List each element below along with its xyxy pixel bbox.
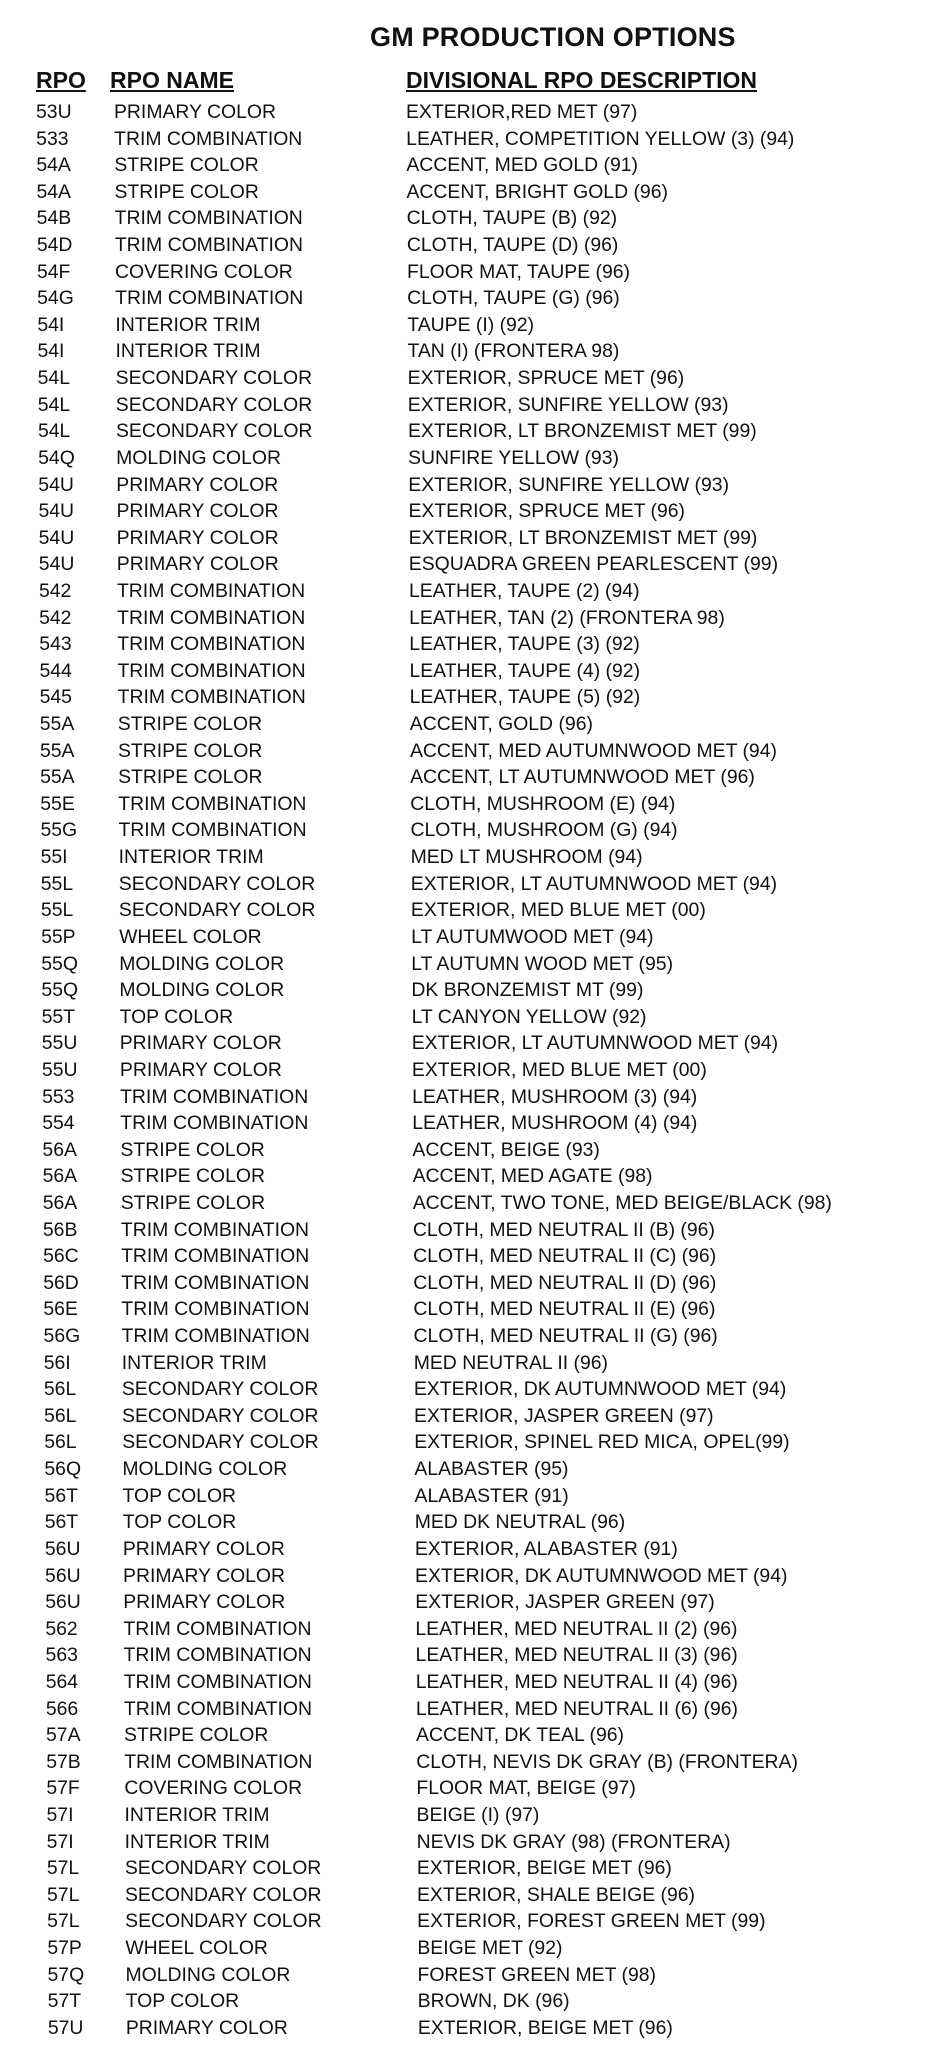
rpo-code: 54A — [36, 180, 71, 203]
rpo-name: SECONDARY COLOR — [121, 1378, 319, 1401]
rpo-code: 54U — [38, 473, 74, 496]
rpo-description: EXTERIOR, SPRUCE MET (96) — [408, 500, 685, 523]
table-row — [36, 1829, 926, 1856]
rpo-code: 54L — [37, 367, 70, 390]
rpo-code: 56E — [43, 1298, 78, 1321]
rpo-code: 54I — [37, 340, 65, 363]
table-row — [36, 738, 926, 765]
table-row — [36, 977, 926, 1004]
rpo-code: 56L — [44, 1431, 77, 1454]
rpo-name: STRIPE COLOR — [114, 154, 259, 177]
rpo-code: 56B — [42, 1218, 78, 1241]
rpo-description: BROWN, DK (96) — [417, 1990, 570, 2013]
table-row — [36, 1376, 926, 1403]
rpo-description: EXTERIOR, MED BLUE MET (00) — [411, 1058, 707, 1081]
rpo-code: 55Q — [41, 952, 78, 975]
rpo-code: 56C — [43, 1245, 79, 1268]
rpo-code: 54I — [37, 313, 65, 336]
rpo-code: 57L — [47, 1883, 80, 1906]
rpo-code: 545 — [39, 686, 72, 709]
table-row — [36, 578, 926, 605]
rpo-name: TRIM COMBINATION — [114, 207, 303, 230]
rpo-name: SECONDARY COLOR — [124, 1857, 322, 1880]
table-row — [36, 1323, 926, 1350]
rpo-description: LT AUTUMWOOD MET (94) — [411, 925, 654, 948]
rpo-description: FLOOR MAT, TAUPE (96) — [406, 260, 631, 283]
table-row — [36, 631, 926, 658]
rpo-name: MOLDING COLOR — [125, 1963, 291, 1986]
rpo-name: MOLDING COLOR — [119, 952, 285, 975]
rpo-description: EXTERIOR, BEIGE MET (96) — [417, 2016, 673, 2039]
rpo-name: TRIM COMBINATION — [118, 819, 307, 842]
rpo-description: LEATHER, MED NEUTRAL II (2) (96) — [415, 1617, 738, 1640]
table-row — [36, 418, 926, 445]
rpo-name: TRIM COMBINATION — [114, 127, 303, 150]
rpo-name: STRIPE COLOR — [120, 1191, 266, 1214]
rpo-description: EXTERIOR, SHALE BEIGE (96) — [417, 1883, 696, 1906]
rpo-code: 54A — [36, 154, 71, 177]
options-table — [36, 99, 926, 2041]
rpo-code: 57T — [47, 1990, 82, 2013]
rpo-code: 542 — [39, 606, 72, 629]
rpo-description: LEATHER, MUSHROOM (3) (94) — [412, 1085, 698, 1108]
rpo-description: CLOTH, NEVIS DK GRAY (B) (FRONTERA) — [416, 1750, 798, 1773]
rpo-name: SECONDARY COLOR — [122, 1431, 319, 1454]
rpo-name: SECONDARY COLOR — [125, 1883, 322, 1906]
rpo-description: LEATHER, TAUPE (2) (94) — [408, 579, 640, 602]
rpo-description: EXTERIOR, LT AUTUMNWOOD MET (94) — [410, 872, 778, 895]
table-row — [36, 1243, 926, 1270]
rpo-code: 57A — [46, 1724, 81, 1747]
table-row — [36, 205, 926, 232]
rpo-name: PRIMARY COLOR — [119, 1058, 282, 1081]
rpo-name: TRIM COMBINATION — [117, 659, 306, 682]
rpo-name: WHEEL COLOR — [119, 925, 262, 948]
rpo-code: 57U — [47, 2016, 84, 2039]
rpo-name: TRIM COMBINATION — [123, 1670, 312, 1693]
rpo-code: 55A — [39, 713, 75, 736]
rpo-description: EXTERIOR, DK AUTUMNWOOD MET (94) — [413, 1378, 787, 1401]
rpo-code: 56G — [43, 1325, 81, 1348]
rpo-description: LEATHER, MUSHROOM (4) (94) — [412, 1112, 698, 1135]
table-row — [36, 2015, 926, 2042]
rpo-name: PRIMARY COLOR — [122, 1537, 285, 1560]
rpo-description: ACCENT, MED AGATE (98) — [412, 1165, 653, 1188]
rpo-code: 55L — [40, 872, 74, 895]
rpo-code: 55A — [40, 766, 75, 789]
table-row — [36, 1589, 926, 1616]
rpo-name: TRIM COMBINATION — [121, 1325, 310, 1348]
rpo-description: MED LT MUSHROOM (94) — [410, 846, 643, 869]
rpo-description: EXTERIOR, LT BRONZEMIST MET (99) — [408, 526, 758, 549]
rpo-name: COVERING COLOR — [114, 260, 293, 283]
rpo-code: 57I — [46, 1830, 74, 1853]
rpo-description: ACCENT, LT AUTUMNWOOD MET (96) — [410, 766, 755, 789]
rpo-description: FLOOR MAT, BEIGE (97) — [416, 1777, 636, 1800]
rpo-description: EXTERIOR, JASPER GREEN (97) — [415, 1591, 715, 1614]
rpo-description: TAN (I) (FRONTERA 98) — [407, 340, 620, 363]
table-row — [36, 1217, 926, 1244]
rpo-code: 566 — [45, 1697, 79, 1720]
rpo-name: TRIM COMBINATION — [121, 1245, 310, 1268]
rpo-code: 543 — [39, 633, 72, 656]
rpo-description: CLOTH, MED NEUTRAL II (B) (96) — [412, 1218, 715, 1241]
rpo-code: 56L — [44, 1404, 77, 1427]
table-row — [36, 764, 926, 791]
rpo-code: 55E — [40, 792, 75, 815]
table-row — [36, 1536, 926, 1563]
table-row — [36, 99, 926, 126]
table-row — [36, 285, 926, 312]
rpo-name: STRIPE COLOR — [118, 766, 263, 789]
rpo-name: TRIM COMBINATION — [118, 792, 307, 815]
rpo-name: TRIM COMBINATION — [121, 1298, 310, 1321]
table-row — [36, 1509, 926, 1536]
rpo-name: SECONDARY COLOR — [122, 1404, 319, 1427]
rpo-code: 56T — [44, 1511, 79, 1534]
rpo-description: ALABASTER (91) — [414, 1484, 569, 1507]
rpo-description: EXTERIOR, SPRUCE MET (96) — [407, 367, 685, 390]
table-row — [36, 1882, 926, 1909]
rpo-description: EXTERIOR, SUNFIRE YELLOW (93) — [408, 473, 730, 496]
rpo-description: LT CANYON YELLOW (92) — [411, 1005, 647, 1028]
table-row — [36, 1057, 926, 1084]
rpo-description: MED DK NEUTRAL (96) — [414, 1511, 626, 1534]
rpo-code: 55Q — [41, 979, 79, 1002]
table-row — [36, 1802, 926, 1829]
rpo-code: 554 — [42, 1112, 75, 1135]
table-row — [36, 1190, 926, 1217]
table-row — [36, 1429, 926, 1456]
rpo-code: 57B — [46, 1750, 81, 1773]
rpo-name: INTERIOR TRIM — [115, 313, 261, 336]
table-row — [36, 1563, 926, 1590]
table-row — [36, 445, 926, 472]
rpo-description: EXTERIOR, SPINEL RED MICA, OPEL(99) — [414, 1431, 790, 1454]
rpo-code: 55I — [40, 846, 68, 869]
rpo-name: PRIMARY COLOR — [116, 553, 279, 576]
rpo-name: PRIMARY COLOR — [114, 101, 276, 123]
rpo-description: EXTERIOR, MED BLUE MET (00) — [410, 899, 706, 922]
rpo-code: 55L — [40, 899, 74, 922]
rpo-code: 54U — [38, 500, 75, 523]
rpo-name: TRIM COMBINATION — [117, 686, 306, 709]
rpo-name: TRIM COMBINATION — [117, 606, 306, 629]
rpo-description: CLOTH, MED NEUTRAL II (E) (96) — [413, 1298, 716, 1321]
rpo-name: COVERING COLOR — [124, 1777, 303, 1800]
rpo-name: PRIMARY COLOR — [123, 1564, 286, 1587]
rpo-description: LEATHER, MED NEUTRAL II (4) (96) — [415, 1670, 738, 1693]
table-row — [36, 1004, 926, 1031]
rpo-name: PRIMARY COLOR — [125, 2016, 288, 2039]
table-row — [36, 525, 926, 552]
rpo-description: LEATHER, TAUPE (3) (92) — [409, 633, 640, 656]
rpo-name: TOP COLOR — [122, 1511, 237, 1534]
rpo-description: LEATHER, MED NEUTRAL II (6) (96) — [415, 1697, 739, 1720]
rpo-description: EXTERIOR, LT AUTUMNWOOD MET (94) — [411, 1032, 779, 1055]
rpo-code: 57Q — [47, 1963, 85, 1986]
rpo-description: ESQUADRA GREEN PEARLESCENT (99) — [408, 553, 779, 576]
rpo-name: TRIM COMBINATION — [120, 1112, 309, 1135]
rpo-code: 564 — [45, 1670, 79, 1693]
rpo-description: LT AUTUMN WOOD MET (95) — [411, 952, 674, 975]
rpo-code: 56D — [43, 1271, 79, 1294]
table-row — [36, 844, 926, 871]
rpo-code: 54F — [36, 260, 71, 283]
rpo-code: 54D — [36, 234, 73, 257]
header-rpo-name: RPO NAME — [110, 67, 234, 93]
rpo-code: 55T — [41, 1005, 75, 1028]
rpo-name: INTERIOR TRIM — [124, 1830, 270, 1853]
rpo-description: EXTERIOR, JASPER GREEN (97) — [414, 1404, 714, 1427]
rpo-name: SECONDARY COLOR — [125, 1910, 322, 1933]
table-row — [36, 871, 926, 898]
table-row — [36, 1616, 926, 1643]
rpo-name: STRIPE COLOR — [117, 713, 263, 736]
table-row — [36, 1749, 926, 1776]
rpo-name: TRIM COMBINATION — [115, 287, 304, 310]
rpo-description: CLOTH, MUSHROOM (G) (94) — [410, 819, 678, 842]
table-row — [36, 1642, 926, 1669]
rpo-description: BEIGE (I) (97) — [416, 1804, 540, 1826]
table-row — [36, 1483, 926, 1510]
rpo-code: 53U — [36, 101, 72, 123]
rpo-description: EXTERIOR, BEIGE MET (96) — [416, 1857, 672, 1880]
table-row — [36, 711, 926, 738]
table-row — [36, 1775, 926, 1802]
table-row — [36, 897, 926, 924]
table-row — [36, 658, 926, 685]
table-row — [36, 365, 926, 392]
table-row — [36, 1110, 926, 1137]
rpo-description: ACCENT, BEIGE (93) — [412, 1138, 600, 1161]
rpo-code: 56Q — [44, 1458, 82, 1481]
rpo-description: ACCENT, DK TEAL (96) — [416, 1724, 624, 1747]
rpo-name: MOLDING COLOR — [116, 446, 281, 469]
table-row — [36, 392, 926, 419]
rpo-code: 55U — [41, 1032, 78, 1055]
table-row — [36, 551, 926, 578]
rpo-name: MOLDING COLOR — [122, 1458, 288, 1481]
rpo-description: DK BRONZEMIST MT (99) — [411, 979, 644, 1002]
rpo-code: 56T — [44, 1484, 78, 1507]
table-row — [36, 1030, 926, 1057]
table-row — [36, 1722, 926, 1749]
rpo-code: 56A — [42, 1165, 78, 1188]
rpo-name: SECONDARY COLOR — [118, 899, 316, 922]
rpo-description: LEATHER, TAN (2) (FRONTERA 98) — [409, 606, 725, 629]
table-row — [36, 126, 926, 153]
rpo-description: ACCENT, MED AUTUMNWOOD MET (94) — [409, 739, 777, 762]
rpo-name: STRIPE COLOR — [120, 1138, 265, 1161]
rpo-description: EXTERIOR, SUNFIRE YELLOW (93) — [407, 393, 729, 416]
rpo-name: SECONDARY COLOR — [115, 367, 313, 390]
rpo-code: 55P — [41, 925, 76, 948]
rpo-description: ALABASTER (95) — [414, 1458, 569, 1481]
table-row — [36, 1988, 926, 2015]
table-row — [36, 791, 926, 818]
rpo-name: PRIMARY COLOR — [116, 500, 279, 523]
rpo-name: TRIM COMBINATION — [123, 1644, 312, 1667]
table-row — [36, 232, 926, 259]
rpo-code: 533 — [36, 127, 69, 150]
rpo-description: EXTERIOR, DK AUTUMNWOOD MET (94) — [415, 1564, 788, 1587]
rpo-name: TRIM COMBINATION — [114, 234, 303, 257]
table-row — [36, 1855, 926, 1882]
rpo-code: 54G — [37, 287, 74, 310]
rpo-name: TRIM COMBINATION — [121, 1271, 310, 1294]
rpo-name: INTERIOR TRIM — [124, 1804, 270, 1826]
table-row — [36, 605, 926, 632]
rpo-description: MED NEUTRAL II (96) — [413, 1351, 609, 1374]
table-row — [36, 924, 926, 951]
rpo-description: LEATHER, MED NEUTRAL II (3) (96) — [415, 1644, 738, 1667]
rpo-description: CLOTH, MED NEUTRAL II (D) (96) — [413, 1271, 717, 1294]
table-row — [36, 684, 926, 711]
rpo-description: SUNFIRE YELLOW (93) — [408, 446, 619, 469]
rpo-code: 56U — [45, 1564, 81, 1587]
rpo-name: PRIMARY COLOR — [116, 473, 279, 496]
table-row — [36, 1350, 926, 1377]
rpo-name: TRIM COMBINATION — [120, 1218, 310, 1241]
rpo-description: TAUPE (I) (92) — [407, 313, 535, 336]
table-row — [36, 1163, 926, 1190]
rpo-description: NEVIS DK GRAY (98) (FRONTERA) — [416, 1830, 731, 1853]
rpo-description: CLOTH, TAUPE (B) (92) — [406, 207, 618, 230]
table-row — [36, 1908, 926, 1935]
table-row — [36, 1696, 926, 1723]
rpo-description: EXTERIOR, FOREST GREEN MET (99) — [417, 1910, 766, 1933]
table-row — [36, 1456, 926, 1483]
rpo-description: BEIGE MET (92) — [417, 1937, 563, 1960]
rpo-name: SECONDARY COLOR — [118, 872, 316, 895]
rpo-code: 54Q — [38, 446, 75, 469]
rpo-code: 56U — [45, 1591, 81, 1614]
rpo-description: LEATHER, COMPETITION YELLOW (3) (94) — [406, 127, 795, 150]
rpo-description: ACCENT, BRIGHT GOLD (96) — [406, 180, 668, 203]
rpo-description: CLOTH, MED NEUTRAL II (C) (96) — [413, 1245, 717, 1268]
table-row — [36, 1669, 926, 1696]
table-row — [36, 259, 926, 286]
table-row — [36, 1935, 926, 1962]
rpo-description: CLOTH, MED NEUTRAL II (G) (96) — [413, 1325, 718, 1348]
rpo-description: FOREST GREEN MET (98) — [417, 1963, 656, 1986]
rpo-code: 57L — [47, 1910, 80, 1933]
rpo-code: 57L — [46, 1857, 80, 1880]
table-row — [36, 1137, 926, 1164]
rpo-name: TRIM COMBINATION — [124, 1750, 313, 1773]
rpo-name: TRIM COMBINATION — [116, 579, 306, 602]
rpo-code: 54L — [37, 393, 71, 416]
rpo-name: TOP COLOR — [119, 1005, 234, 1028]
rpo-description: ACCENT, GOLD (96) — [409, 713, 593, 736]
rpo-code: 563 — [45, 1644, 78, 1667]
rpo-code: 56U — [44, 1537, 81, 1560]
rpo-code: 54U — [38, 553, 75, 576]
rpo-code: 57I — [46, 1804, 74, 1826]
rpo-name: SECONDARY COLOR — [115, 393, 313, 416]
rpo-name: TRIM COMBINATION — [123, 1697, 313, 1720]
rpo-code: 57F — [46, 1777, 80, 1800]
rpo-name: WHEEL COLOR — [125, 1937, 268, 1960]
rpo-name: INTERIOR TRIM — [121, 1351, 267, 1374]
table-row — [36, 951, 926, 978]
rpo-description: ACCENT, MED GOLD (91) — [406, 154, 638, 177]
rpo-name: STRIPE COLOR — [124, 1724, 269, 1747]
rpo-code: 56I — [43, 1351, 71, 1374]
rpo-name: PRIMARY COLOR — [116, 526, 279, 549]
header-description: DIVISIONAL RPO DESCRIPTION — [406, 67, 758, 93]
rpo-description: LEATHER, TAUPE (5) (92) — [409, 686, 641, 709]
rpo-code: 542 — [38, 579, 72, 602]
rpo-code: 55G — [40, 819, 78, 842]
rpo-description: ACCENT, TWO TONE, MED BEIGE/BLACK (98) — [412, 1191, 832, 1214]
table-row — [36, 1962, 926, 1989]
rpo-code: 56L — [43, 1378, 77, 1401]
rpo-name: TOP COLOR — [122, 1484, 237, 1507]
rpo-code: 56A — [42, 1191, 78, 1214]
rpo-code: 55U — [41, 1058, 78, 1081]
rpo-code: 54B — [36, 207, 72, 230]
rpo-name: TOP COLOR — [125, 1990, 240, 2013]
table-row — [36, 179, 926, 206]
table-row — [36, 1296, 926, 1323]
rpo-name: TRIM COMBINATION — [120, 1085, 309, 1108]
rpo-name: PRIMARY COLOR — [119, 1032, 282, 1055]
rpo-code: 562 — [45, 1617, 78, 1640]
rpo-name: INTERIOR TRIM — [118, 846, 264, 869]
rpo-name: MOLDING COLOR — [119, 979, 285, 1002]
rpo-name: TRIM COMBINATION — [117, 633, 306, 656]
rpo-description: EXTERIOR, ALABASTER (91) — [414, 1537, 678, 1560]
rpo-description: CLOTH, MUSHROOM (E) (94) — [410, 792, 676, 815]
rpo-description: LEATHER, TAUPE (4) (92) — [409, 659, 641, 682]
rpo-code: 54L — [37, 420, 71, 443]
rpo-name: STRIPE COLOR — [114, 180, 259, 203]
rpo-name: TRIM COMBINATION — [123, 1617, 312, 1640]
rpo-code: 544 — [39, 659, 72, 682]
rpo-code: 54U — [38, 526, 75, 549]
table-row — [36, 312, 926, 339]
page-title: GM PRODUCTION OPTIONS — [370, 22, 736, 52]
table-row — [36, 498, 926, 525]
header-rpo: RPO — [36, 67, 86, 93]
table-row — [36, 472, 926, 499]
rpo-description: EXTERIOR,RED MET (97) — [406, 101, 638, 123]
rpo-name: STRIPE COLOR — [120, 1165, 265, 1188]
rpo-code: 553 — [42, 1085, 75, 1108]
table-row — [36, 338, 926, 365]
table-row — [36, 1270, 926, 1297]
table-row — [36, 817, 926, 844]
table-row — [36, 152, 926, 179]
rpo-code: 57P — [47, 1937, 82, 1960]
rpo-name: STRIPE COLOR — [117, 739, 263, 762]
table-row — [36, 1403, 926, 1430]
rpo-name: INTERIOR TRIM — [115, 340, 261, 363]
rpo-description: CLOTH, TAUPE (G) (96) — [407, 287, 620, 310]
rpo-name: SECONDARY COLOR — [115, 420, 313, 443]
rpo-code: 55A — [39, 739, 75, 762]
rpo-description: CLOTH, TAUPE (D) (96) — [406, 234, 619, 257]
table-row — [36, 1084, 926, 1111]
rpo-name: PRIMARY COLOR — [123, 1591, 286, 1614]
rpo-code: 56A — [42, 1138, 77, 1161]
rpo-description: EXTERIOR, LT BRONZEMIST MET (99) — [407, 420, 757, 443]
